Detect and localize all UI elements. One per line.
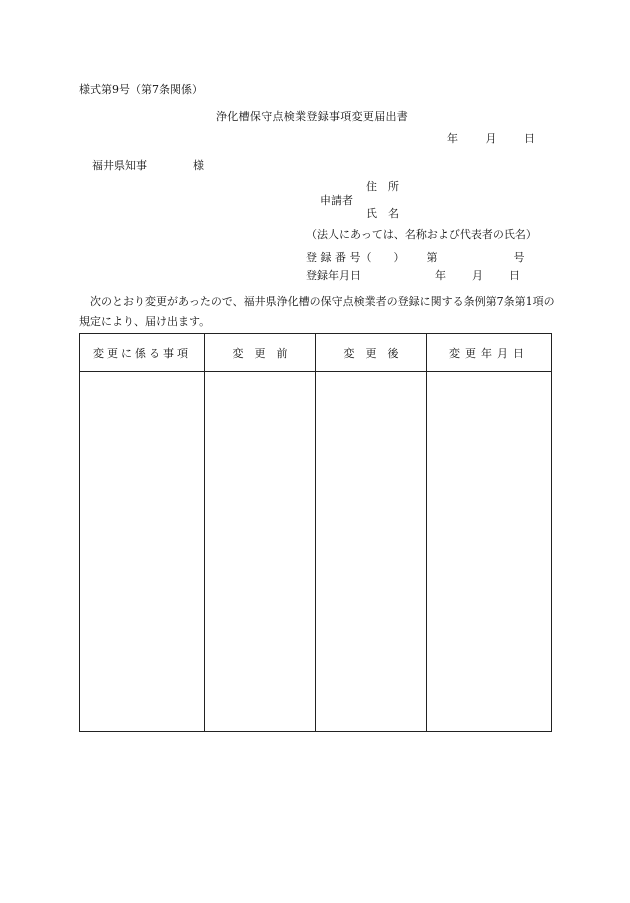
header-before-change: 変 更 前 [205, 334, 316, 372]
table-header-row [80, 334, 552, 372]
header-change-date: 変更年月日 [427, 334, 552, 372]
changes-table [79, 333, 552, 732]
applicant-label: 申請者 [320, 194, 353, 207]
form-number: 様式第9号（第7条関係） [79, 83, 203, 96]
registration-number-dai: 第 [426, 251, 438, 264]
submission-date [447, 133, 535, 144]
date-month: 月 [485, 132, 497, 145]
header-changed-item: 変更に係る事項 [80, 334, 205, 372]
registration-date-month: 月 [472, 269, 483, 282]
registration-number-go: 号 [513, 251, 525, 264]
addressee [92, 160, 204, 171]
registration-date-label: 登録年月日 [306, 269, 361, 282]
header-after-change: 変 更 後 [316, 334, 427, 372]
address-label: 住 所 [366, 180, 399, 193]
cell-before-change[interactable] [205, 372, 316, 732]
registration-date-day: 日 [509, 269, 520, 282]
document-title: 浄化槽保守点検業登録事項変更届出書 [216, 110, 409, 123]
cell-change-date[interactable] [427, 372, 552, 732]
registration-date-row [306, 270, 520, 281]
registration-number-label: 登 録 番 号（ ） [306, 251, 405, 264]
registration-number-row [306, 252, 525, 263]
date-year: 年 [447, 132, 458, 145]
declaration-text: 次のとおり変更があったので、福井県浄化槽の保守点検業者の登録に関する条例第7条第1項の規定により、届け出ます。 [79, 295, 555, 328]
date-day: 日 [524, 132, 535, 145]
corporate-note: （法人にあっては、名称および代表者の氏名） [306, 228, 537, 241]
table-entry-row [80, 372, 552, 732]
addressee-honorific: 様 [193, 159, 204, 172]
registration-date-year: 年 [435, 269, 446, 282]
name-label: 氏 名 [366, 207, 399, 220]
cell-after-change[interactable] [316, 372, 427, 732]
cell-changed-item[interactable] [80, 372, 205, 732]
addressee-name: 福井県知事 [92, 159, 147, 172]
